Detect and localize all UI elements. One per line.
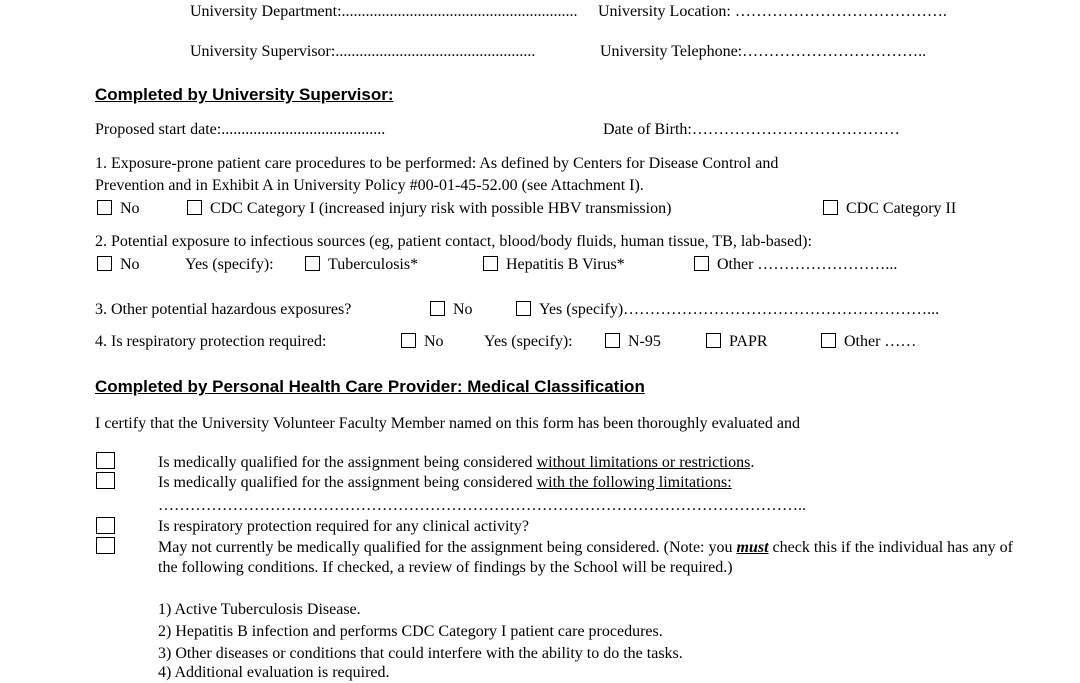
university-telephone-field[interactable] [600,42,926,62]
q4-option-papr[interactable]: PAPR [706,332,768,352]
dob-field[interactable] [603,120,900,140]
checkbox[interactable] [706,333,721,348]
supervisor-label: University Supervisor: [190,43,336,60]
checkbox[interactable] [694,256,709,271]
checkbox[interactable] [516,301,531,316]
checkbox[interactable] [821,333,836,348]
checkbox-qualified-no-limitations[interactable] [96,452,115,469]
q1-option-cdc-category-1[interactable]: CDC Category I (increased injury risk with possible HBV transmission) [187,199,671,219]
option-qualified-with-limitations: Is medically qualified for the assignment being considered with the following limitations: [158,474,732,491]
dob-label: Date of Birth: [603,121,692,138]
q3-option-yes[interactable]: Yes (specify)…………………………………………………... [516,300,939,320]
condition-item: 3) Other diseases or conditions that could interfere with the ability to do the tasks. [158,645,683,662]
option-respiratory-protection: Is respiratory protection required for any clinical activity? [158,518,529,535]
supervisor-section-heading: Completed by University Supervisor: [95,85,394,104]
start-date-label: Proposed start date: [95,121,222,138]
question-3-text: 3. Other potential hazardous exposures? [95,301,352,318]
condition-item: 2) Hepatitis B infection and performs CDC Category I patient care procedures. [158,623,663,640]
checkbox[interactable] [483,256,498,271]
q4-option-n95[interactable]: N-95 [605,332,661,352]
question-1-line-2: Prevention and in Exhibit A in University Policy #00-01-45-52.00 (see Attachment I). [95,177,644,194]
university-supervisor-field[interactable] [190,42,535,62]
q4-option-other[interactable]: Other …… [821,332,916,352]
university-location-field[interactable] [598,2,947,22]
dob-dots: ………………………………… [691,121,900,138]
telephone-dots: …………………………….. [742,43,927,60]
q2-option-no[interactable]: No [97,255,140,275]
checkbox-qualified-with-limitations[interactable] [96,472,115,489]
university-department-field[interactable] [190,2,578,22]
location-dots: …………………………………. [734,3,947,20]
q3-option-no[interactable]: No [430,300,473,320]
checkbox[interactable] [823,200,838,215]
department-label: University Department: [190,3,342,20]
department-dots: ........................................................... [341,3,578,20]
q4-yes-label: Yes (specify): [484,333,573,350]
option-qualified-no-limitations: Is medically qualified for the assignment being considered without limitations or restrictions. [158,454,755,471]
limitations-dots[interactable]: ………………………………………………………………………………………………………….. [158,497,806,514]
question-2-line-1: 2. Potential exposure to infectious sources (eg, patient contact, blood/body fluids, human tissue, TB, lab-based): [95,233,812,250]
checkbox[interactable] [605,333,620,348]
telephone-label: University Telephone: [600,43,743,60]
q2-option-hepatitis-b[interactable]: Hepatitis B Virus* [483,255,625,275]
checkbox[interactable] [430,301,445,316]
q1-option-cdc-category-2[interactable]: CDC Category II [823,199,956,219]
checkbox[interactable] [401,333,416,348]
q2-yes-label: Yes (specify): [185,256,274,273]
start-date-field[interactable] [95,120,385,140]
q2-option-tuberculosis[interactable]: Tuberculosis* [305,255,418,275]
q2-option-other[interactable]: Other ……………………... [694,255,897,275]
location-label: University Location: [598,3,731,20]
question-4-text: 4. Is respiratory protection required: [95,333,327,350]
supervisor-dots: .................................................. [335,43,536,60]
option-not-qualified: May not currently be medically qualified for the assignment being considered. (Note: you must check this if the individual has any of the following conditions. If checked, a review of findings by the School will be required.) [158,539,1013,576]
checkbox-respiratory-protection[interactable] [96,517,115,534]
checkbox[interactable] [305,256,320,271]
provider-section-heading: Completed by Personal Health Care Provider: Medical Classification [95,377,645,396]
q1-option-no[interactable]: No [97,199,140,219]
checkbox[interactable] [97,200,112,215]
checkbox[interactable] [97,256,112,271]
checkbox[interactable] [187,200,202,215]
q4-option-no[interactable]: No [401,332,444,352]
question-1-line-1: 1. Exposure-prone patient care procedures to be performed: As defined by Centers for Disease Control and [95,155,779,172]
checkbox-not-qualified[interactable] [96,537,115,554]
condition-item: 1) Active Tuberculosis Disease. [158,601,361,618]
condition-item: 4) Additional evaluation is required. [158,664,390,681]
start-date-dots: ......................................... [221,121,386,138]
certify-statement: I certify that the University Volunteer Faculty Member named on this form has been thoroughly evaluated and [95,415,800,432]
